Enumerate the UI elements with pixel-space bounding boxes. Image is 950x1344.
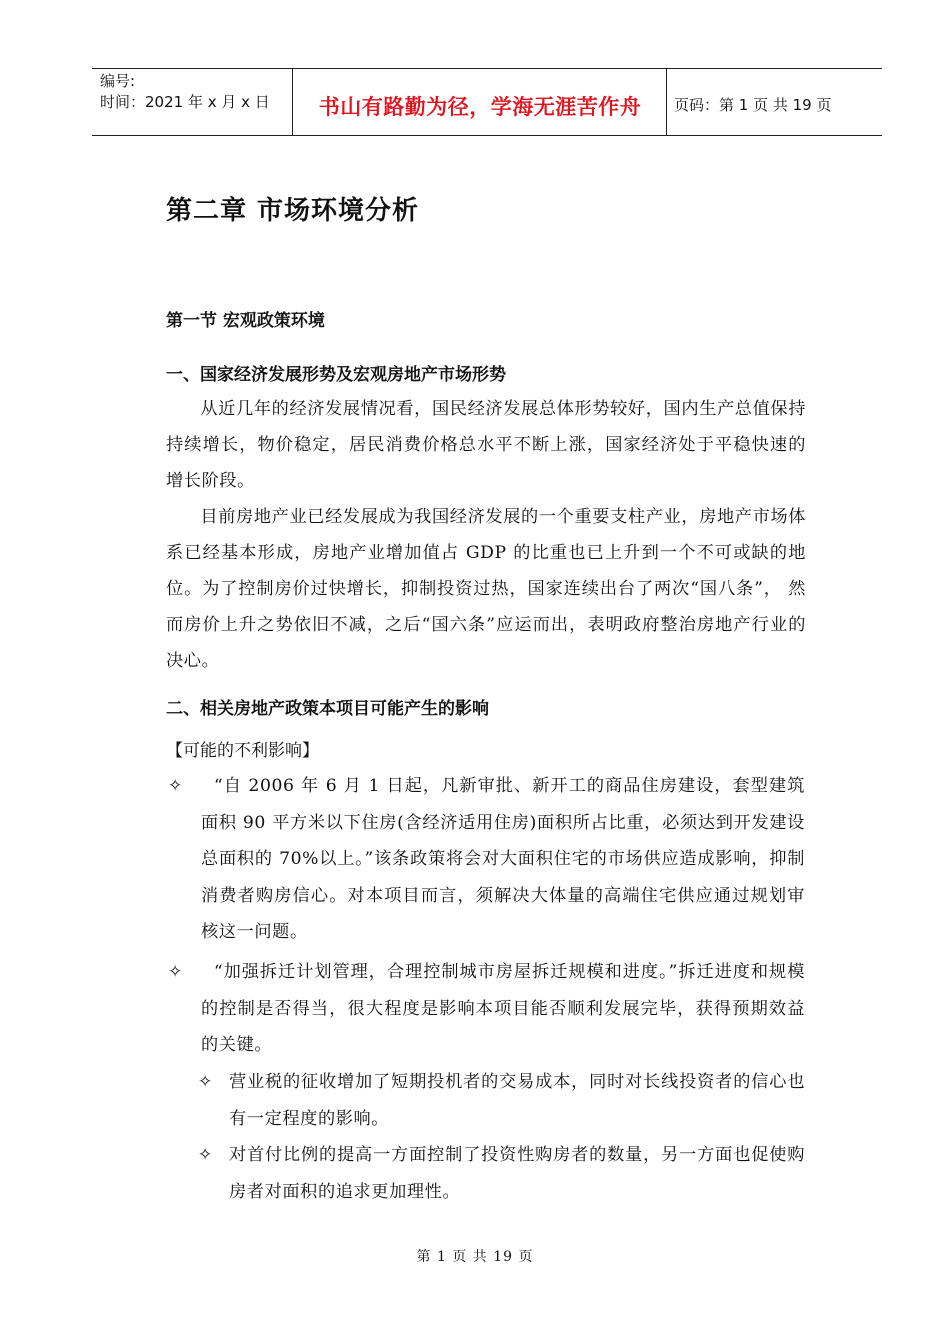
header-page-info: 页码：第 1 页 共 19 页 xyxy=(674,96,832,114)
heading-policy-impact: 二、相关房地产政策本项目可能产生的影响 xyxy=(166,699,489,719)
document-time: 时间：2021 年 x 月 x 日 xyxy=(100,93,270,111)
bullet-star-icon: ✧ xyxy=(168,776,183,796)
bullet-star-icon: ✧ xyxy=(168,962,183,982)
header-divider xyxy=(666,69,667,135)
header-divider xyxy=(292,69,293,135)
header-motto: 书山有路勤为径，学海无涯苦作舟 xyxy=(318,95,642,119)
tag-adverse-effects: 【可能的不利影响】 xyxy=(166,741,319,761)
paragraph-economy: 从近几年的经济发展情况看，国民经济发展总体形势较好，国内生产总值保持持续增长，物价稳定，居民消费价格总水平不断上涨，国家经济处于平稳快速的增长阶段。 xyxy=(166,399,806,491)
bullet-item: “加强拆迁计划管理，合理控制城市房屋拆迁规模和进度。”拆迁进度和规模的控制是否得当，很大程度是影响本项目能否顺利发展完毕，获得预期效益的关键。 xyxy=(201,962,805,1056)
sub-bullet-star-icon: ✧ xyxy=(198,1145,213,1165)
sub-bullet-item: 营业税的征收增加了短期投机者的交易成本，同时对长线投资者的信心也有一定程度的影响。 xyxy=(229,1072,805,1129)
document-header xyxy=(92,68,882,136)
document-number-label: 编号: xyxy=(100,72,136,90)
paragraph-real-estate: 目前房地产业已经发展成为我国经济发展的一个重要支柱产业，房地产市场体系已经基本形成，房地产业增加值占 GDP 的比重也已上升到一个不可或缺的地位。为了控制房价过快增长，抑制投资过热，国家连续出台了两次“国八条”， 然而房价上升之势依旧不减，之后“国六条”应运而出，表明政府整治房地产行业的决心。 xyxy=(166,507,806,671)
section-title: 第一节 宏观政策环境 xyxy=(166,311,325,331)
header-meta xyxy=(100,71,270,113)
sub-bullet-star-icon: ✧ xyxy=(198,1072,213,1092)
sub-bullet-item: 对首付比例的提高一方面控制了投资性购房者的数量，另一方面也促使购房者对面积的追求更加理性。 xyxy=(229,1145,805,1202)
page-footer: 第 1 页 共 19 页 xyxy=(416,1249,534,1265)
bullet-item: “自 2006 年 6 月 1 日起，凡新审批、新开工的商品住房建设，套型建筑面积 90 平方米以下住房(含经济适用住房)面积所占比重，必须达到开发建设总面积的 70%以上。”该条政策将会对大面积住宅的市场供应造成影响，抑制消费者购房信心。对本项目而言，须解决大体量的高端住宅供应通过规划审核这一问题。 xyxy=(201,776,805,943)
heading-national-economy: 一、国家经济发展形势及宏观房地产市场形势 xyxy=(166,365,506,385)
chapter-title: 第二章 市场环境分析 xyxy=(166,196,420,226)
